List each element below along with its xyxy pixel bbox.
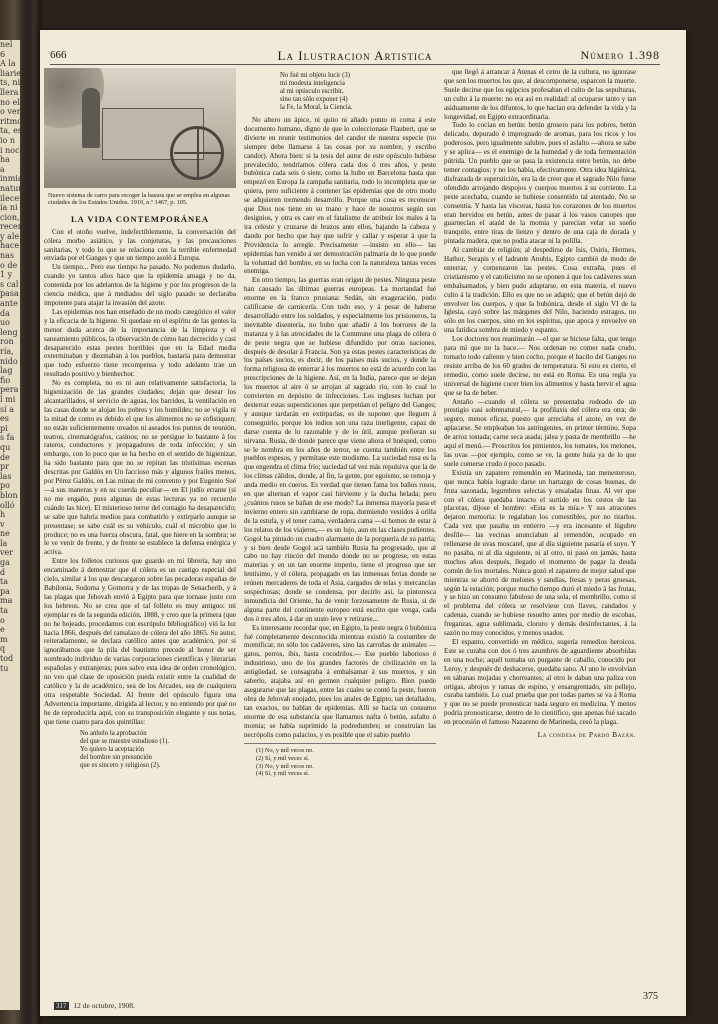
left-page-fragment: m: [0, 634, 8, 644]
left-page-fragment: po: [0, 481, 10, 491]
left-page-fragment: recer: [0, 222, 22, 232]
poem-line: mi modesta inteligencia: [280, 80, 345, 87]
column-1: [44, 68, 236, 774]
left-page-fragment: pera: [0, 385, 19, 395]
left-page-fragment: i noch: [0, 145, 25, 155]
scan-page-number: 375: [643, 991, 658, 1002]
left-page-fragment: pasa: [0, 289, 19, 299]
left-page-fragment: inmia: [0, 174, 23, 184]
poem-stanza-1: [80, 730, 236, 770]
poem-line: del hombre sin presunción: [80, 754, 152, 762]
left-page-fragment: io n: [0, 135, 16, 145]
poem-line: que es sincero y religioso (2).: [80, 762, 161, 770]
left-page-fragment: qu: [0, 442, 11, 452]
left-page-fragment: ga: [0, 558, 10, 568]
paragraph: Entre los folletos curiosos que guardo en mi librería, hay uno encaminado á demostrar que el cólera es un castigo especial del cielo, similar á los que descargaron sobre las pecadoras españas de Babilonia, Sodoma y Gomorra y de las tropas de Senacherib, y á las plagas que Jehovah envió á Egipto para que tornase justo con los hebreos. No se crea que el tal folleto es muy antiguo: mi ejemplar es de la segunda edición, 1888, y creo que la primera (que no he hojeado, procedamos con escrúpulo bibliográfico) vió la luz hacia 1866, después del ramalazo de cólera del año 1865. Su autor, reiteradamente, se declara católico antes que académico, por si ignorábamos que la pila del bautismo precede al honor de ser nombrado individuo de varias corporaciones científicas y literarias españolas y extranjeras; pues salvo esta idea de orden cronológico, no veo qué clase de oposición pueda existir entre la cualidad de católico y la de académico, sea de los Arcades, sea de cualquiera otra respetable Sociedad. Al frente del opúsculo figura una Advertencia importante, dirigida al lector, y no entiendo por qué no he de reproducirla aquí, con su transposición elegante y sus notas, que tiene cuatro para dos quintillas:: [44, 557, 236, 726]
paragraph: No altero un ápice, ni quito ni añado punto ni coma á este documento humano, digno de que lo coleccionase Flaubert, que se divierte en reunir testimonios del candor de nuestra especie (no siempre debe llamarse á las cosas por su nombre, y escribo candor). Ahora bien: si la tesis del autor de este opúsculo hubiese prevalecido, tendríamos cólera cada dos ó tres años, y peste bubónica cada seis ó siete, como la hubo en Barcelona hasta que empezó en Europa la campaña sanitaria, todo lo incompleta que se quiera, pero suficiente á contener las epidemias que de otro modo se adquieren tremendo desarrollo. Porque una cosa es reconocer que Dios nos tiene en su mano y hace de nosotros según sus designios, y otra es caer en el fatalismo de atribuir los males á la ira celeste y cruzarse de brazos ante ellos, bajando la cabeza y dando por hecho que hay que sufrir y callar y esperar á que la Providencia lo arregle. Precisamente —insisto en ello— las epidemias han venido á ser demostración palmaria de lo que puede la voluntad del hombre, en su lucha con la naturaleza tantas veces enemiga.: [244, 116, 436, 276]
left-page-fragment: e: [0, 625, 5, 635]
left-page-fragment: las: [0, 471, 12, 481]
left-page-fragment: es: [0, 414, 9, 424]
paragraph: Los doctores nos reanimarán —el que se hiciese falta, que tengo para mí que no la hace.— Nos ordenan no comer nada crudo, tomarlo todo caliente y bien cocho, porque el bacilo del Ganges no resiste arriba de los 60 grados de temperatura. Si esto es cierto, el remedio, como suele decirse, no está en Roma. Es una regla ya universal de higiene cocer bien los alimentos y hasta hervir el agua que se ha de beber.: [444, 335, 636, 397]
left-page-fragment: blon: [0, 490, 18, 500]
paragraph: Es interesante recordar que, en Egipto, la peste negra ó bubónica fué completamente desconocida mientras existió la costumbre de momificar, no sólo los cadáveres, sino las carroñas de animales —gatos, perros, ibis, hasta cocodrilos.— Ese pueblo laborioso é industrioso, uno de los grandes factores de civilización en la antigüedad, se consagraba á embalsamar á sus muertos, y sin saberlo, atajaba así en germen cualquier peligro. Bien puede asegurarse que las plagas, entre las cuales se contó la peste, fueron obra de Jehovah enojado, pues los anales de Egipto, tan detallados, tan exactos, no hablan de epidemias. Allí se hacía un consumo enorme de esa substancia que llamamos nafta ó betún, asfalto ó momia; se había suprimido la podredumbre; se construían las necrópolis como palacios, y es posible que el sabio pueblo: [244, 623, 436, 739]
left-page-fragment: nido: [0, 356, 18, 366]
left-page-fragment: pr: [0, 462, 9, 472]
photo-caption: Nuevo sistema de carro para recoger la basura que se emplea en algunas ciudades de los Estados Unidos. 1910, n.º 1467, p. 105.: [48, 192, 230, 207]
left-page-fragment: ne: [0, 529, 10, 539]
left-page-fragment: s fa: [0, 433, 15, 443]
footnote: (2) Sí, y mil veces sí.: [256, 755, 310, 763]
left-page-fragment: ritmo: [0, 116, 22, 126]
left-page-fragment: ma: [0, 596, 13, 606]
left-page-fragment: ante: [0, 299, 18, 309]
left-page-fragment: ron: [0, 337, 14, 347]
column-2: [244, 68, 436, 778]
left-page-fragment: l mi: [0, 394, 16, 404]
poem-line: del que se muestre estudioso (1).: [80, 738, 170, 746]
left-page-fragment: pa: [0, 586, 10, 596]
left-page-fragment: lag: [0, 366, 13, 376]
left-page-fragment: pi: [0, 423, 8, 433]
left-page-fragment: 6: [0, 49, 6, 59]
left-page-fragment: llera: [0, 87, 19, 97]
issue-date: 12 de octubre, 1908.: [73, 1001, 135, 1010]
publication-title: La Ilustracion Artistica: [277, 48, 433, 63]
footnote: (3) No, y mil veces no.: [256, 762, 314, 770]
left-page-fragment: o ven: [0, 107, 22, 117]
poem-line: No fué mi objeto lucir (3): [280, 72, 351, 79]
left-page-fragment: 1 y: [0, 270, 13, 280]
footnotes: [244, 743, 436, 777]
left-page-fragment: fio: [0, 375, 11, 385]
left-page-fragment: v: [0, 519, 5, 529]
left-page-fragment: nas: [0, 251, 15, 261]
column-2-text: [244, 116, 436, 739]
left-page-fragment: cion,: [0, 212, 20, 222]
page-header: [50, 48, 660, 62]
poem-line: sino tan sólo exponer (4): [280, 96, 348, 103]
column-3-text: [444, 68, 636, 727]
left-page-fragment: y ale: [0, 231, 20, 241]
left-page-fragment: olló: [0, 500, 15, 510]
paragraph: Antaño —cuando el cólera se presentaba rodeado de un prestigio casi sobrenatural,— la profilaxis del cólera era otra; de seguro, menos eficaz, puesto que arreciaba el azote, en vez de aplacarse. Se empleaban los astringentes, en primer término. Sopa de arroz tostada; carne seca asada; jalea y pasta de membrillo —he aquí el menú.— Proscritos los pimientos, los tomates, los melones, las uvas —por ejemplo, como se ve, la gente huía ya de lo que suele comerse crudo ó poco pasado.: [444, 397, 636, 468]
left-page-fragment: o de: [0, 260, 18, 270]
photo-wheel: [170, 126, 224, 180]
paragraph: que llegó á arrancar á Atenas el cetro de la cultura, no ignorase que son los muertos los que, al descomponerse, esparcen la muerte. Suele decirse que los egipcios profesaban el culto de las sepulturas, un culto á la muerte: no era así en realidad: al ocuparse tanto y tan asiduamente de los difuntos, lo que hacían era defender la vida y la longevidad, en Egipto extraordinaria.: [444, 68, 636, 121]
left-page-fragment: h: [0, 510, 6, 520]
footnote: (1) No, y mil veces no.: [256, 747, 314, 755]
poem-line: al mi opúsculo escribir,: [280, 88, 344, 95]
left-page-fragment: ta: [0, 577, 8, 587]
left-page-fragment: d: [0, 567, 6, 577]
poem-line: Yo quiero la aceptación: [80, 746, 145, 754]
left-page-fragment: s cal: [0, 279, 19, 289]
paragraph: Al cambiar de religión; al despedirse de Isis, Osiris, Hermes, Hathor, Serapis y el ladrante Anubis, Egipto cambió de modo de enterrar, y comenzaron las pestes. Cosa extraña, pues el cristianismo y el catolicismo no se oponen á que los cadáveres sean embalsamados, y bien pudo adaptarse, en esta materia, el nuevo culto á la tradición. Ello es que no se adaptó; que el betún dejó de envolver los cuerpos, y que la bubónica, desde el siglo VI de la Iglesia, cayó sobre las márgenes del Nilo, haciendo estragos, no sólo en los cuerpos, sino en los espíritus, que apoca y envuelve en una fatídica sombra de miedo y espanto.: [444, 246, 636, 335]
left-page-fragment: nel: [0, 40, 13, 49]
left-page-fragment: la: [0, 538, 8, 548]
left-page-fragment: uo: [0, 318, 10, 328]
garbage-cart-photo: [44, 68, 236, 188]
photo-worker: [82, 88, 100, 148]
page-number: 666: [50, 49, 67, 61]
left-page-fragment: A la: [0, 59, 16, 69]
poem-line: No anhelo la aprobación: [80, 730, 147, 738]
left-page-fragment: sí a: [0, 404, 14, 414]
issue-number: Número 1.398: [580, 48, 660, 62]
magazine-page: [40, 30, 686, 1016]
left-page-fragment: ría,: [0, 347, 14, 356]
left-page-fragment: o: [0, 615, 5, 625]
paragraph: No es completa, no es ni aun relativamente satisfactoria, la higienización de las grandes ciudades; dejan que desear los alcantarillados, el servicio de aguas, los barridos, la ventilación en las casas donde se alojan los pobres y los humildes; no se vigila ni la mitad de como es debido el que los alimentos no se sofistiquen; no están suficientemente oreados ni aseados los puntos de reunión, teatros, cinematógrafos, casinos; no se persigue lo bastante á los rateros, conductores y propagadores de toda infección; y sin embargo, con lo poco que se ha hecho en el sentido de higienizar, ha sido bastante para que no se repitan las tristísimas escenas descritas por Galdós en Un faccioso más y algunos frailes menos, por Pérez Galdós, en Las ruinas de mi convento y por Eugenio Sué —á sus maneras y en su cuerda peculiar— en El judío errante (si no me engaño, pues algunas de estas lecturas ya no recuerdo cuándo las hice). El misterioso terror del contagio ha desaparecido; se sabe que habría medios para combatirlo y extirparlo aunque se presentase; se sabe cuál es su vehículo, cuál el microbio que lo produce; no es una fuerza obscura, fatal, que hiere en la sombra; se le ve venir de frente, y de frente se establece la defensa enérgica y activa.: [44, 379, 236, 557]
left-page-fragment: leng: [0, 327, 18, 337]
paragraph: Todo lo cocían en betún: betún grosero para los pobres, betún delicado, depurado é impregnado de aromas, para los ricos y los poderosos, pero igualmente salubre, pues el asfalto —ahora se sabe y se aplica— es el enemigo de la humedad y de toda fermentación pútrida. Un pueblo que se pasa la existencia entre betún, no debe temer contagios; y no los había, efectivamente. Otra idea higiénica, disfrazada de superstición, era la de creer que el sagrado Nilo fuese ofendido arrojando despojos y cuerpos muertos á su corriente. La peste acechaba, cuando se hubiese consentido tal atentado. No se consentía. Y hasta las vísceras, hasta los corazones de los muertos eran hervidos en betún, antes de pasar á los vasos canopes que guarnecían el ataúd de la momia y parecían velar su sueño tranquilo, entre tiras de lienzo y dentro de una caja de dorada y pintada madera, que no podía atacar ni la polilla.: [444, 121, 636, 246]
left-page-fragment: ha: [0, 155, 10, 165]
left-page-fragment: no eli: [0, 97, 23, 107]
left-page-edge: [0, 40, 27, 1010]
paragraph: El espanto, convertido en médico, sugería remedios heroicos. Este se curaba con dos ó tres azumbres de aguardiente absorbidas en una noche; aquél tomaba un purgante de caballo, conocido por Leroy, y después de deshacerse, quedaba sano. Al uno le envolvían en sábanas mojadas y chorreantes; al otro le daban una paliza con ortigas, abrojos y ramas de espino, y ensangrentado, sin pellejo, curaba también. Lo cual prueba que por todas partes se va á Roma y que no se puede pronosticar nada seguro en medicina. Y menos podría pronosticarse, dentro de lo científico, que apenas fué sacado en procesión el famoso Nazareno de Marineda, cesó la plaga.: [444, 638, 636, 727]
left-page-fragment: ver: [0, 548, 14, 558]
left-page-fragment: de: [0, 452, 10, 462]
author-signature: La condesa de Pardo Bazán.: [537, 730, 636, 740]
poem-line: la Fe, la Moral, la Ciencia.: [280, 104, 353, 111]
left-page-fragment: tu: [0, 663, 9, 673]
column-1-text: [44, 228, 236, 727]
paragraph: Un tiempo... Pero ese tiempo ha pasado. No podemos dudarlo, cuando yo tantos años hace que la epidemia amaga y no da, contenida por los adelantos de la higiene y por los progresos de la ciencia médica, que á mediados del siglo pasado se declaraba impotente para atajar la invasión del azote.: [44, 263, 236, 307]
left-page-fragment: a: [0, 164, 5, 174]
left-page-fragment: liarie: [0, 68, 22, 78]
left-page-fragment: tod: [0, 654, 14, 663]
section-title: LA VIDA CONTEMPORÁNEA: [71, 213, 209, 224]
archive-tag: 317: [56, 1002, 67, 1010]
paragraph: En otro tiempo, las guerras eran origen de pestes. Ninguna peste han causado las últimas guerras europeas. La mortandad fué enorme en la franco prusiana: Sedán, sin exageración, pudo calificarse de carnicería. Con todo eso, y á pesar de haberse desarrollado entre los soldados, y especialmente los prisioneros, la inevitable disentería, no hubo que añadir á los horrores de la matanza y á las atrocidades de la Commune una plaga de cólera ó de peste negra que se hubiese difundido por otras naciones, después de desolar á Francia. Son ya estas pestes características de los países sucios, es decir, de los países más sucios, y donde la forma religiosa de enterrar á los muertos no está de acuerdo con las prescripciones de la higiene. Así, en la India, parece que se dejan los muertos al aire ó se arrojan al sagrado río, con lo cual lo convierten en depósito de infecciones. Los ingleses luchan por desterrar estas supersticiones que perpetúan el peligro del Ganges; y aunque tardarán en extirparlas, es de suponer que lleguen á conseguirlo, porque los indios son una raza inteligente, capaz de darse cuenta de lo razonable y de lo útil, aunque prefieran su nirvana. Rusia, de donde parece que viene ahora el huésped, como se le nombra en los años de terror, se cuenta también entre los pueblos espesos, y permítase este modismo. La suciedad rusa es la que engendra el clima frío; suciedad tal vez más repulsiva que la de los climas cálidos, donde, al fin, la gente, por egoísmo, se remoja y anda medio en cueros. Es verdad que tienen fama los baños rusos, en que alternan el vapor casi hirviente y la ducha helada; pero ¿cuántos rusos se bañan de ese modo? La inmensa mayoría pasa el invierno entero sin cambiarse de ropa, durmiendo vestidos á orilla de la estufa, y el tener cama, verdadera cama —si hemos de estar á los relatos de los viajeros,— es un lujo, aun en las clases pudientes. Gogol ha pintado un cuadro alarmante de la porquería de su patria; y si bien desde Gogol acá también Rusia ha progresado, que al cabo no hay rincón del mundo donde no se progrese, en estas materias y en un tan enorme imperio, tiene el progreso que ser lentísimo, y el cólera, propagado en las inmensas ferias donde se reúnen mercaderes de toda el Asia, cargados de telas y mercancías sospechosas; donde se condensa, por decirlo así, la pintoresca inmundicia del Oriente, ha de venir forzosamente de Rusia, si de alguna parte del continente europeo está escrito que venga, cada dos ó tres años, á dar un susto leve y retirarse...: [244, 276, 436, 623]
footnote: (4) Sí, y mil veces sí.: [256, 770, 310, 778]
paragraph: Las epidemias nos han enseñado de un modo categórico el valor y la eficacia de la higiene. Si quedase en el espíritu de las gentes la menor duda acerca de la importancia de la limpieza y el saneamiento públicos, la observación de cómo han decrecido y casi desaparecido estas pestes horribles que en la Edad media exterminaban y diezmaban á los pueblos, bastaría para demostrar que todo esfuerzo tiene recompensa y todo adelanto trae un resultado positivo y bienhechor.: [44, 307, 236, 379]
paragraph: Existía un zapatero remendón en Marineda, tan menesteroso, que nunca había logrado darse un hartazgo de cosas buenas, de fruta sazonada, legumbres selectas y ensaladas finas. Al ver que con el cólera quedaba intacto el surtido en los cestos de las placeras, díjose el hombre: «Esta es la mía.» Y sus atracones dejaron memoria: le regalaban los comestibles, por no tirarlos. Cada vez que pasaba un entierro —y era incesante el lúgubre desfile— las vecinas anunciaban al remendón, ocupado en rellenarse de uvas moscatel, que al día siguiente pasaría el suyo. Y no pasaba, ni al día siguiente, ni al otro, ni pasó en jamás, hasta muchos años después, llegado el momento de pagar la deuda común de los mortales. Nunca gozó el zapatero de mejor salud que mientras se ahorró de melones y sandías, fresas y peras gruesas, según la estación; porque mucho tiempo duró el miedo á las frutas, y se hizo un consumo fabuloso de una sola, el membrillo, como si el problema del cólera se resolviese con llaves, candados y cadenas, cuando se hubiese resuelto antes por medio de escobas, freganzas, agua sublimada, cloruro y demás desinfectantes, á la sazón no muy conocidos, y menos usados.: [444, 468, 636, 638]
left-page-fragment: ía ni: [0, 203, 18, 213]
header-rule: [50, 64, 660, 65]
left-page-fragment: ilecer: [0, 193, 23, 203]
left-page-fragment: naturs: [0, 183, 27, 193]
paragraph: Con el otoño vuelve, indefectiblemente, la conversación del cólera morbo asiático, y las conjeturas, y las precauciones sanitarias, y todo lo que se relaciona con la terrible enfermedad enviada por el Ganges y que un tiempo asoló á Europa.: [44, 227, 236, 263]
poem-stanza-2: [280, 72, 436, 112]
page-footer: [54, 1001, 135, 1010]
left-page-fragment: hace: [0, 241, 20, 251]
left-page-fragment: ta: [0, 606, 8, 616]
left-page-fragment: ts, ni: [0, 78, 21, 88]
left-page-fragment: ta, es: [0, 126, 22, 136]
left-page-fragment: da: [0, 308, 10, 318]
column-3: [444, 68, 636, 740]
left-page-fragment: q: [0, 644, 6, 654]
